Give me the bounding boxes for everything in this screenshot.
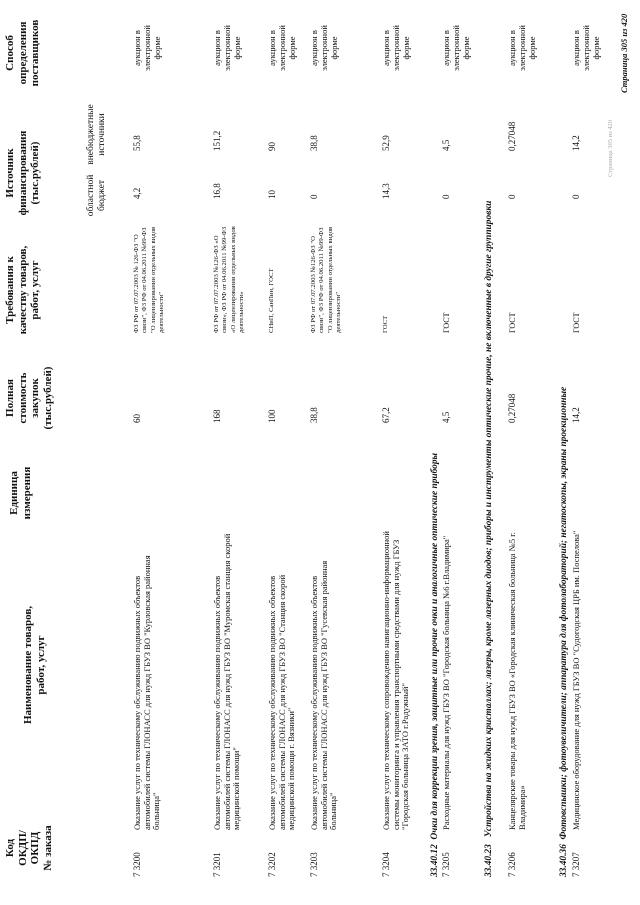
section-heading [484,7,495,877]
row-code: 7 3205 [441,852,451,877]
row-fin-regional: 0 [507,194,517,199]
row-fin-regional: 10 [267,190,277,199]
section-heading [431,453,441,877]
row-fin-regional: 0 [441,194,451,199]
row-method: аукцион в электронной форме [267,25,297,71]
header-financing: Источник финансирования (тыс.рублей) [4,130,42,216]
row-method: аукцион в электронной форме [212,25,242,71]
row-total: 168 [212,409,222,423]
header-unit: Единица измерения [8,466,33,520]
row-fin-regional: 16,8 [212,183,222,199]
row-fin-regional: 0 [571,194,581,199]
row-requirements: СНиП, СанПин, ГОСТ [268,268,275,333]
row-code: 7 3200 [132,852,142,877]
row-name: Оказание услуг по техническому сопровождению навигационно-информационной системы мониторинга и управления транспортными средствами для нужд ГБУЗ "Городская больница ЗАТО г.Радужный" [381,531,411,830]
row-total: 0,27048 [507,393,517,423]
row-fin-extrabudget: 0,27048 [507,121,517,151]
row-code: 7 3206 [507,852,517,877]
section-code: 33.40.36 [559,844,569,877]
section-heading [560,387,570,877]
header-code: Код ОКДП/ ОКПД № заказа [4,825,54,871]
row-method: аукцион в электронной форме [309,25,339,71]
row-method: аукцион в электронной форме [441,25,471,71]
section-title: Фотовспышки; фотоувеличители; аппаратура для фотолабораторий; негатоскопы, экраны проекционные [559,386,569,840]
row-requirements: ГОСТ [572,312,581,333]
row-name: Медицинское оборудование для нужд ГБУЗ ВО "Судогодская ЦРБ им. Поспелова" [571,530,581,830]
row-name: Оказание услуг по техническому обслуживанию подвижных объектов автомобилей системы ГЛОНАСС для нужд ГБУЗ ВО "Курловская районная больница" [132,555,162,830]
row-fin-extrabudget: 90 [267,142,277,151]
header-method: Способ определения поставщиков [4,19,42,87]
row-name: Расходные материалы для нужд ГБУЗ ВО "Городская больница №6 г.Владимира" [441,535,451,830]
row-code: 7 3203 [309,852,319,877]
row-total: 67,2 [381,407,391,423]
row-fin-regional: 0 [309,194,319,199]
row-total: 60 [132,414,142,423]
row-method: аукцион в электронной форме [507,25,537,71]
header-total: Полная стоимость закупок (тыс.рублей) [4,366,54,430]
row-total: 14,2 [571,407,581,423]
row-requirements: ГОСТ [508,312,517,333]
row-code: 7 3201 [212,852,222,877]
row-fin-extrabudget: 4,5 [441,139,451,151]
row-requirements: ГОСТ [442,312,451,333]
row-requirements: ФЗ РФ от 07.07.2003 № 126-ФЗ "О связи", ФЗ РФ от 04.06.2011 №99-ФЗ "О лицензировании отдельных видов деятельности" [133,226,166,333]
row-requirements: ГОСТ [382,315,389,333]
faint-page-label: Страница 305 из 420 [607,119,614,177]
row-code: 7 3202 [267,852,277,877]
row-method: аукцион в электронной форме [381,25,411,71]
row-requirements: ФЗ РФ от 07.07.2003 №126-ФЗ "О связи", ФЗ РФ от 04.06.2011 №99-ФЗ "О лицензировании отдельных видов деятельности" [310,226,343,333]
header-name: Наименование товаров, работ, услуг [22,605,47,725]
row-fin-extrabudget: 52,9 [381,135,391,151]
row-fin-regional: 14,3 [381,183,391,199]
header-fin-extrabudget: внебюджетные источники [86,104,107,165]
row-fin-extrabudget: 14,2 [571,135,581,151]
section-code: 33.40.12 [430,844,440,877]
row-name: Оказание услуг по техническому обслуживанию подвижных объектов автомобилей системы ГЛОНАСС для нужд ГБУЗ ВО "Муромская станция скорой медицинской помощи" [212,533,242,830]
section-code: 33.40.23 [484,844,494,877]
row-total: 38,8 [309,407,319,423]
row-fin-regional: 4,2 [132,187,142,199]
row-code: 7 3204 [381,852,391,877]
row-requirements: ФЗ РФ от 07.07.2003 №126-ФЗ «О связи», ФЗ РФ от 04.06.2011 №99-ФЗ «О лицензировании отдельных видов деятельности» [213,226,246,333]
row-fin-extrabudget: 38,8 [309,135,319,151]
row-method: аукцион в электронной форме [132,25,162,71]
row-name: Оказание услуг по техническому обслуживанию подвижных объектов автомобилей системы ГЛОНАСС для нужд ГБУЗ ВО "Станция скорой медицинской помощи г. Вязники" [267,574,297,830]
section-title: Устройства на жидких кристаллах; лазеры, кроме лазерных диодов; приборы и инструменты оптические прочие, не включенные в другие группировки [484,200,494,838]
row-name: Оказание услуг по техническому обслуживанию подвижных объектов автомобилей системы ГЛОНАСС для нужд ГБУЗ ВО "Гусевская районная больница" [309,560,339,830]
row-fin-extrabudget: 151,2 [212,130,222,151]
row-total: 100 [267,409,277,423]
row-name: Канцелярские товары для нужд ГБУЗ ВО «Городская клиническая больница №5 г. Владимира» [507,532,527,830]
header-fin-regional: областной бюджет [86,174,107,217]
row-method: аукцион в электронной форме [571,25,601,71]
row-code: 7 3207 [571,852,581,877]
header-requirements: Требования к качеству товаров, работ, услуг [4,245,42,335]
row-total: 4,5 [441,411,451,423]
section-title: Очки для коррекции зрения, защитные или прочие очки и аналогичные оптические приборы [430,452,440,840]
page-number: Страница 305 из 420 [619,13,629,93]
row-fin-extrabudget: 55,8 [132,135,142,151]
